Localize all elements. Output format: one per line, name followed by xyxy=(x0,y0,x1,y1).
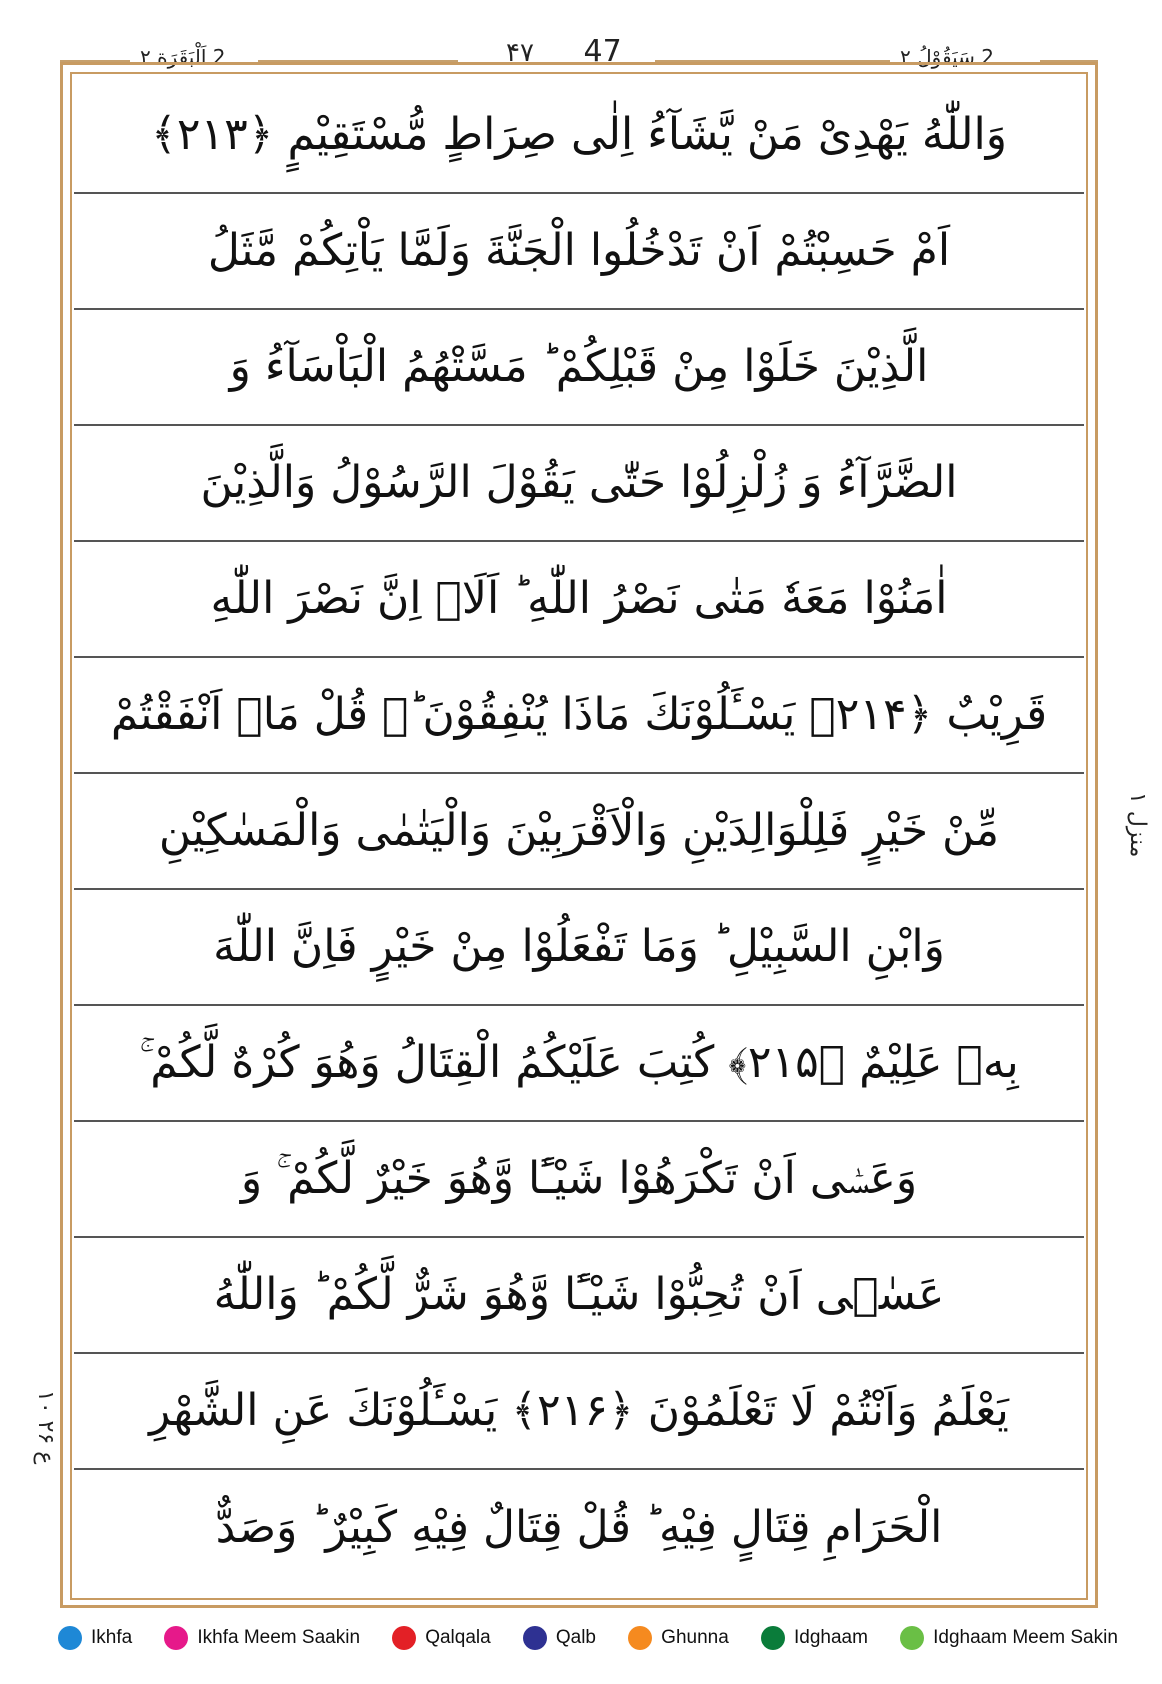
text-line xyxy=(74,1236,1084,1354)
legend-item-idghaam-meem-sakin xyxy=(900,1626,1118,1650)
verse-text: عَسٰۤی اَنْ تُحِبُّوْا شَیْـًٔا وَّهُوَ شَرٌّ لَّكُمْ ؕ وَاللّٰهُ xyxy=(213,1268,945,1320)
legend-dot-icon xyxy=(761,1626,785,1650)
verse-text: اٰمَنُوْا مَعَهٗ مَتٰی نَصْرُ اللّٰهِ ؕ اَلَاۤ اِنَّ نَصْرَ اللّٰهِ xyxy=(210,572,948,624)
legend-dot-icon xyxy=(58,1626,82,1650)
legend-item-idghaam xyxy=(761,1626,868,1650)
legend-label: Qalb xyxy=(555,1627,596,1648)
verse-text: اَمْ حَسِبْتُمْ اَنْ تَدْخُلُوا الْجَنَّةَ وَلَمَّا یَاْتِكُمْ مَّثَلُ xyxy=(207,224,951,276)
verse-text: الْحَرَامِ قِتَالٍ فِیْهِ ؕ قُلْ قِتَالٌ فِیْهِ كَبِیْرٌ ؕ وَصَدٌّ xyxy=(215,1501,943,1553)
surah-name: 2 اَلْبَقَرَة ۲ xyxy=(140,45,226,69)
legend-label: Idghaam Meem Sakin xyxy=(933,1627,1118,1648)
text-line xyxy=(74,888,1084,1006)
legend-item-ghunna xyxy=(628,1626,729,1650)
juz-name: 2 سَیَقُوْلُ ۲ xyxy=(900,45,994,69)
legend-dot-icon xyxy=(628,1626,652,1650)
legend-dot-icon xyxy=(900,1626,924,1650)
verse-text: قَرِیْبٌ ﴿۲۱۴﴾ یَسْـَٔلُوْنَكَ مَاذَا یُنْفِقُوْنَ ؕ۬ قُلْ مَاۤ اَنْفَقْتُمْ xyxy=(110,688,1048,740)
text-line xyxy=(74,1352,1084,1470)
tajweed-legend xyxy=(58,1620,1118,1656)
verse-text: بِهٖ عَلِیْمٌ ﴿۲۱۵﴾ كُتِبَ عَلَیْكُمُ الْقِتَالُ وَهُوَ كُرْهٌ لَّكُمْ ۚ xyxy=(139,1036,1019,1088)
ruku-mark: ع ۲۶ ۱۰ xyxy=(33,1390,58,1465)
legend-item-ikhfa xyxy=(58,1626,132,1650)
text-line xyxy=(74,424,1084,542)
text-line xyxy=(74,308,1084,426)
legend-item-qalb xyxy=(523,1626,596,1650)
legend-label: Ikhfa Meem Saakin xyxy=(197,1627,361,1648)
verse-text: وَاللّٰهُ یَهْدِیْ مَنْ یَّشَآءُ اِلٰی صِرَاطٍ مُّسْتَقِیْمٍ ﴿۲۱۳﴾ xyxy=(151,108,1007,160)
verse-text: وَابْنِ السَّبِیْلِ ؕ وَمَا تَفْعَلُوْا مِنْ خَیْرٍ فَاِنَّ اللّٰهَ xyxy=(213,920,945,972)
text-line xyxy=(74,1004,1084,1122)
page-number: 47 xyxy=(583,34,622,69)
legend-item-qalqala xyxy=(392,1626,491,1650)
verse-text: یَعْلَمُ وَاَنْتُمْ لَا تَعْلَمُوْنَ ﴿۲۱۶﴾ یَسْـَٔلُوْنَكَ عَنِ الشَّهْرِ xyxy=(149,1384,1009,1436)
legend-label: Qalqala xyxy=(425,1627,491,1648)
verse-text: مِّنْ خَیْرٍ فَلِلْوَالِدَیْنِ وَالْاَقْرَبِیْنَ وَالْیَتٰمٰی وَالْمَسٰكِیْنِ xyxy=(158,804,1000,856)
verse-text: الَّذِیْنَ خَلَوْا مِنْ قَبْلِكُمْ ؕ مَسَّتْهُمُ الْبَاْسَآءُ وَ xyxy=(229,340,929,392)
text-line xyxy=(74,540,1084,658)
verse-text: وَعَسٰۤی اَنْ تَكْرَهُوْا شَیْـًٔا وَّهُوَ خَیْرٌ لَّكُمْ ۚ وَ xyxy=(240,1152,918,1204)
text-line xyxy=(74,772,1084,890)
legend-label: Idghaam xyxy=(793,1627,868,1648)
legend-label: Ghunna xyxy=(661,1627,729,1648)
text-line xyxy=(74,1120,1084,1238)
text-line xyxy=(74,1468,1084,1586)
verse-text: الضَّرَّآءُ وَ زُلْزِلُوْا حَتّٰی یَقُوْلَ الرَّسُوْلُ وَالَّذِیْنَ xyxy=(200,456,958,508)
text-line xyxy=(74,76,1084,194)
text-block xyxy=(74,76,1084,1596)
legend-label: Ikhfa xyxy=(91,1627,133,1648)
text-line xyxy=(74,656,1084,774)
legend-dot-icon xyxy=(392,1626,416,1650)
page-header xyxy=(0,0,1162,70)
legend-item-ikhfa-meem-saakin xyxy=(164,1626,360,1650)
page-number-arabic: ۴۷ xyxy=(506,38,534,68)
text-line xyxy=(74,192,1084,310)
manzil-mark: منزل ۱ xyxy=(1125,792,1150,858)
legend-dot-icon xyxy=(164,1626,188,1650)
legend-dot-icon xyxy=(523,1626,547,1650)
